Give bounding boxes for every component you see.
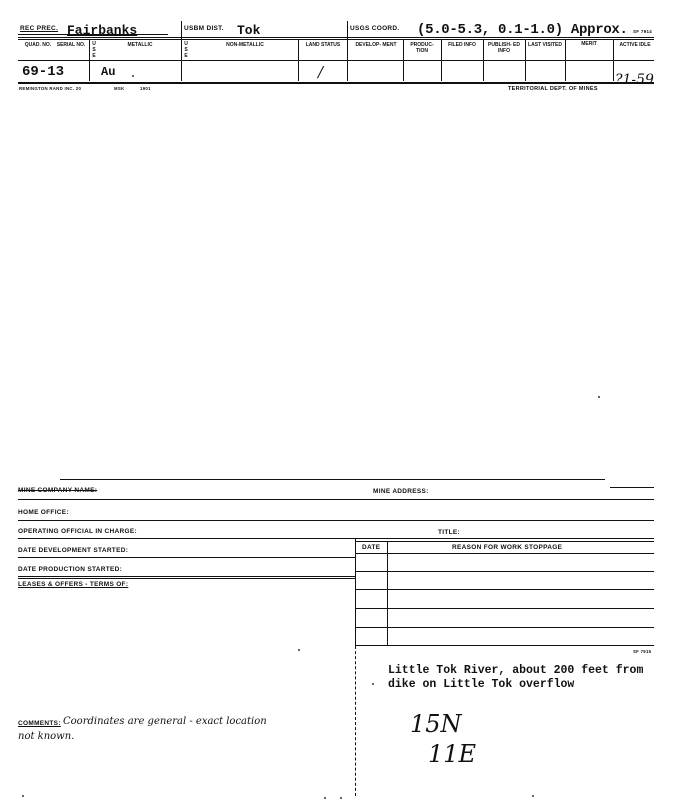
comments-label: COMMENTS:	[18, 720, 61, 727]
mine-company-label: MINE COMPANY NAME:	[18, 487, 98, 494]
col-development: DEVELOP- MENT	[355, 42, 397, 48]
territorial-dept: TERRITORIAL DEPT. OF MINES	[508, 86, 598, 92]
usbm-dist-label: USBM DIST.	[184, 25, 224, 32]
comments-line-2: not known.	[18, 731, 75, 742]
col-quad-no: QUAD. NO.	[24, 42, 52, 48]
col-filed-info: FILED INFO	[448, 42, 476, 48]
township-note: 15N	[410, 710, 462, 738]
col-active-idle: ACTIVE IDLE	[619, 42, 651, 48]
metallic-value: Au	[101, 65, 116, 79]
usgs-coord-value: (5.0-5.3, 0.1-1.0) Approx.	[417, 22, 628, 38]
col-nonmetallic: NON-METALLIC	[226, 42, 264, 48]
col-land-status: LAND STATUS	[305, 42, 341, 48]
usgs-coord-label: USGS COORD.	[350, 25, 400, 32]
land-status-mark: /	[318, 63, 324, 81]
col-merit: MERIT	[581, 41, 597, 47]
home-office-label: HOME OFFICE:	[18, 509, 69, 516]
reason-stoppage-label: REASON FOR WORK STOPPAGE	[452, 544, 563, 551]
title-label: TITLE:	[438, 529, 461, 536]
form-code-bottom: SF 7915	[633, 649, 652, 654]
col-serial-no: SERIAL NO.	[56, 42, 86, 48]
location-note-line-2: dike on Little Tok overflow	[388, 678, 575, 691]
col-metallic-use: U S E	[92, 41, 96, 59]
col-published-info: PUBLISH- ED INFO	[488, 42, 520, 54]
range-note: 11E	[428, 740, 477, 768]
operating-official-label: OPERATING OFFICIAL IN CHARGE:	[18, 528, 137, 535]
col-production: PRODUC- TION	[410, 42, 434, 54]
active-idle-value: ?1-59	[615, 72, 654, 88]
col-nonmetallic-use: U S E	[184, 41, 188, 59]
col-last-visited: LAST VISITED	[528, 42, 562, 48]
comments-line-1: Coordinates are general - exact location	[63, 716, 267, 727]
printer-imprint: REMINGTON RAND INC. 20	[19, 86, 82, 91]
form-code-top: SF 7914	[633, 29, 653, 34]
mine-address-label: MINE ADDRESS:	[373, 488, 429, 495]
col-metallic: METALLIC	[127, 42, 153, 48]
date-column-label: DATE	[362, 544, 381, 551]
usbm-dist-value: Tok	[237, 23, 261, 38]
imprint-code-a: MSK	[114, 86, 125, 91]
date-development-label: DATE DEVELOPMENT STARTED:	[18, 547, 129, 554]
rec-prec-label: REC PREC.	[20, 25, 59, 32]
quad-serial-value: 69-13	[22, 64, 65, 80]
leases-offers-label: LEASES & OFFERS - TERMS OF:	[18, 581, 129, 588]
rec-prec-value: Fairbanks	[67, 23, 138, 38]
imprint-code-b: 1901	[140, 86, 151, 91]
date-production-label: DATE PRODUCTION STARTED:	[18, 566, 123, 573]
location-note-line-1: Little Tok River, about 200 feet from	[388, 664, 644, 677]
